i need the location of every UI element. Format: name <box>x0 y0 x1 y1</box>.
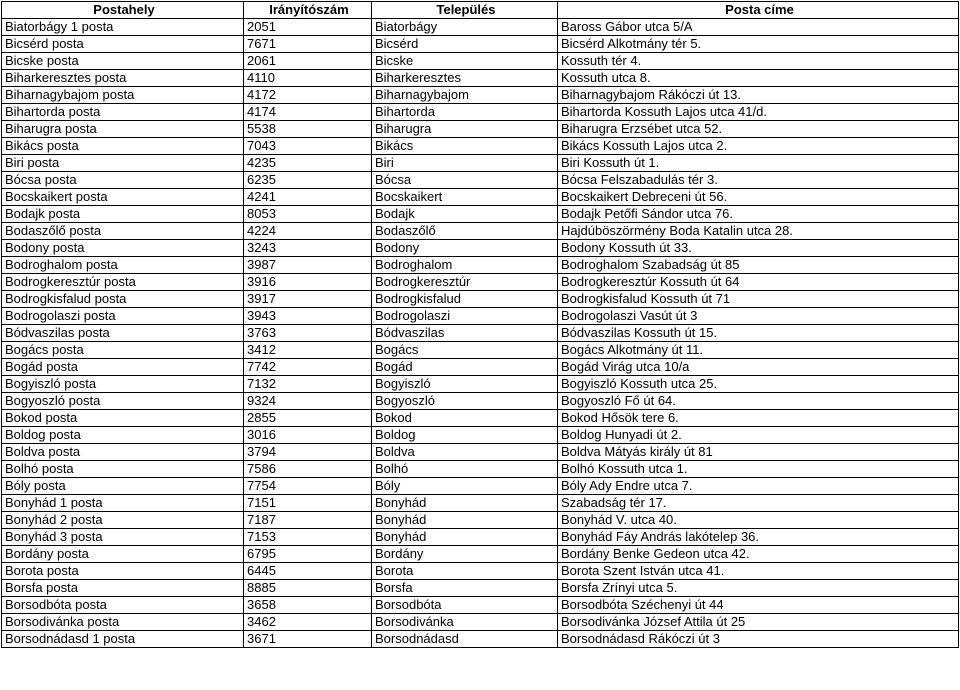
table-row <box>2 223 959 240</box>
cell-iranyitoszam: 7151 <box>244 495 372 512</box>
cell-telepules: Bogyoszló <box>372 393 558 410</box>
table-row <box>2 342 959 359</box>
cell-telepules: Bikács <box>372 138 558 155</box>
cell-posta-cime: Bolhó Kossuth utca 1. <box>558 461 959 478</box>
cell-iranyitoszam: 4174 <box>244 104 372 121</box>
table-row <box>2 138 959 155</box>
cell-posta-cime: Bonyhád Fáy András lakótelep 36. <box>558 529 959 546</box>
cell-posta-cime: Bihartorda Kossuth Lajos utca 41/d. <box>558 104 959 121</box>
cell-telepules: Biharkeresztes <box>372 70 558 87</box>
cell-posta-cime: Borsodivánka József Attila út 25 <box>558 614 959 631</box>
cell-telepules: Borsfa <box>372 580 558 597</box>
cell-telepules: Borsodnádasd <box>372 631 558 648</box>
cell-postahely: Bonyhád 1 posta <box>2 495 244 512</box>
cell-iranyitoszam: 3917 <box>244 291 372 308</box>
table-row <box>2 291 959 308</box>
cell-telepules: Bicske <box>372 53 558 70</box>
table-row <box>2 257 959 274</box>
cell-posta-cime: Bogyiszló Kossuth utca 25. <box>558 376 959 393</box>
cell-posta-cime: Borota Szent István utca 41. <box>558 563 959 580</box>
cell-postahely: Bonyhád 3 posta <box>2 529 244 546</box>
cell-telepules: Bóly <box>372 478 558 495</box>
cell-telepules: Biharnagybajom <box>372 87 558 104</box>
cell-postahely: Bogyoszló posta <box>2 393 244 410</box>
cell-posta-cime: Boldva Mátyás király út 81 <box>558 444 959 461</box>
cell-postahely: Bodaszőlő posta <box>2 223 244 240</box>
cell-postahely: Bogyiszló posta <box>2 376 244 393</box>
table-row <box>2 580 959 597</box>
cell-postahely: Bicske posta <box>2 53 244 70</box>
cell-telepules: Bódvaszilas <box>372 325 558 342</box>
cell-postahely: Bokod posta <box>2 410 244 427</box>
table-row <box>2 614 959 631</box>
header-iranyitoszam: Irányítószám <box>244 2 372 19</box>
cell-iranyitoszam: 7132 <box>244 376 372 393</box>
table-row <box>2 325 959 342</box>
table-row <box>2 478 959 495</box>
cell-iranyitoszam: 8053 <box>244 206 372 223</box>
cell-telepules: Bicsérd <box>372 36 558 53</box>
cell-postahely: Borota posta <box>2 563 244 580</box>
cell-iranyitoszam: 8885 <box>244 580 372 597</box>
cell-postahely: Bodajk posta <box>2 206 244 223</box>
header-telepules: Település <box>372 2 558 19</box>
cell-posta-cime: Bogád Virág utca 10/a <box>558 359 959 376</box>
cell-iranyitoszam: 3943 <box>244 308 372 325</box>
cell-postahely: Bonyhád 2 posta <box>2 512 244 529</box>
table-row <box>2 121 959 138</box>
cell-postahely: Bodroghalom posta <box>2 257 244 274</box>
table-row <box>2 461 959 478</box>
cell-posta-cime: Bordány Benke Gedeon utca 42. <box>558 546 959 563</box>
table-row <box>2 240 959 257</box>
cell-postahely: Biri posta <box>2 155 244 172</box>
cell-iranyitoszam: 7586 <box>244 461 372 478</box>
cell-posta-cime: Bodrogkisfalud Kossuth út 71 <box>558 291 959 308</box>
cell-posta-cime: Bocskaikert Debreceni út 56. <box>558 189 959 206</box>
cell-posta-cime: Bokod Hősök tere 6. <box>558 410 959 427</box>
cell-telepules: Bodony <box>372 240 558 257</box>
cell-iranyitoszam: 4110 <box>244 70 372 87</box>
cell-iranyitoszam: 3462 <box>244 614 372 631</box>
cell-iranyitoszam: 5538 <box>244 121 372 138</box>
cell-telepules: Bogád <box>372 359 558 376</box>
cell-posta-cime: Bonyhád V. utca 40. <box>558 512 959 529</box>
cell-iranyitoszam: 4241 <box>244 189 372 206</box>
cell-postahely: Bolhó posta <box>2 461 244 478</box>
header-postahely: Postahely <box>2 2 244 19</box>
cell-telepules: Bodajk <box>372 206 558 223</box>
cell-telepules: Boldva <box>372 444 558 461</box>
cell-telepules: Bogyiszló <box>372 376 558 393</box>
cell-posta-cime: Bicsérd Alkotmány tér 5. <box>558 36 959 53</box>
cell-posta-cime: Szabadság tér 17. <box>558 495 959 512</box>
cell-posta-cime: Borsodnádasd Rákóczi út 3 <box>558 631 959 648</box>
header-posta-cime: Posta címe <box>558 2 959 19</box>
cell-iranyitoszam: 7671 <box>244 36 372 53</box>
cell-postahely: Borsodnádasd 1 posta <box>2 631 244 648</box>
table-body <box>2 19 959 648</box>
cell-telepules: Borsodbóta <box>372 597 558 614</box>
table-row <box>2 597 959 614</box>
cell-telepules: Bodrogkisfalud <box>372 291 558 308</box>
table-row <box>2 206 959 223</box>
cell-telepules: Biharugra <box>372 121 558 138</box>
cell-telepules: Bodrogolaszi <box>372 308 558 325</box>
cell-telepules: Bihartorda <box>372 104 558 121</box>
cell-iranyitoszam: 6795 <box>244 546 372 563</box>
cell-telepules: Bocskaikert <box>372 189 558 206</box>
cell-iranyitoszam: 7187 <box>244 512 372 529</box>
cell-iranyitoszam: 4172 <box>244 87 372 104</box>
table-row <box>2 393 959 410</box>
cell-posta-cime: Boldog Hunyadi út 2. <box>558 427 959 444</box>
table-row <box>2 274 959 291</box>
cell-posta-cime: Kossuth tér 4. <box>558 53 959 70</box>
table-row <box>2 104 959 121</box>
cell-postahely: Bóly posta <box>2 478 244 495</box>
cell-postahely: Bogács posta <box>2 342 244 359</box>
cell-postahely: Biharnagybajom posta <box>2 87 244 104</box>
cell-posta-cime: Borsodbóta Széchenyi út 44 <box>558 597 959 614</box>
table-row <box>2 308 959 325</box>
cell-postahely: Bodony posta <box>2 240 244 257</box>
cell-posta-cime: Bóly Ady Endre utca 7. <box>558 478 959 495</box>
cell-iranyitoszam: 4235 <box>244 155 372 172</box>
table-row <box>2 359 959 376</box>
cell-posta-cime: Bodrogkeresztúr Kossuth út 64 <box>558 274 959 291</box>
cell-postahely: Bogád posta <box>2 359 244 376</box>
cell-postahely: Borsodbóta posta <box>2 597 244 614</box>
cell-posta-cime: Bodajk Petőfi Sándor utca 76. <box>558 206 959 223</box>
table-row <box>2 87 959 104</box>
table-row <box>2 19 959 36</box>
cell-iranyitoszam: 6235 <box>244 172 372 189</box>
cell-postahely: Bodrogkeresztúr posta <box>2 274 244 291</box>
cell-iranyitoszam: 3671 <box>244 631 372 648</box>
cell-iranyitoszam: 3243 <box>244 240 372 257</box>
cell-iranyitoszam: 4224 <box>244 223 372 240</box>
table-row <box>2 155 959 172</box>
cell-telepules: Bordány <box>372 546 558 563</box>
cell-telepules: Boldog <box>372 427 558 444</box>
cell-postahely: Bihartorda posta <box>2 104 244 121</box>
cell-iranyitoszam: 7153 <box>244 529 372 546</box>
cell-postahely: Bócsa posta <box>2 172 244 189</box>
table-row <box>2 495 959 512</box>
cell-iranyitoszam: 9324 <box>244 393 372 410</box>
cell-telepules: Bodroghalom <box>372 257 558 274</box>
cell-posta-cime: Bodroghalom Szabadság út 85 <box>558 257 959 274</box>
table-row <box>2 410 959 427</box>
table-row <box>2 70 959 87</box>
cell-postahely: Bikács posta <box>2 138 244 155</box>
cell-telepules: Bogács <box>372 342 558 359</box>
table-row <box>2 546 959 563</box>
cell-iranyitoszam: 2855 <box>244 410 372 427</box>
table-row <box>2 512 959 529</box>
cell-iranyitoszam: 2051 <box>244 19 372 36</box>
cell-postahely: Bódvaszilas posta <box>2 325 244 342</box>
table-row <box>2 36 959 53</box>
cell-postahely: Boldva posta <box>2 444 244 461</box>
cell-posta-cime: Borsfa Zrínyi utca 5. <box>558 580 959 597</box>
cell-iranyitoszam: 7043 <box>244 138 372 155</box>
table-row <box>2 376 959 393</box>
cell-iranyitoszam: 7742 <box>244 359 372 376</box>
cell-postahely: Bordány posta <box>2 546 244 563</box>
cell-telepules: Borota <box>372 563 558 580</box>
cell-posta-cime: Bogyoszló Fő út 64. <box>558 393 959 410</box>
cell-postahely: Biharugra posta <box>2 121 244 138</box>
cell-posta-cime: Kossuth utca 8. <box>558 70 959 87</box>
table-row <box>2 189 959 206</box>
cell-iranyitoszam: 2061 <box>244 53 372 70</box>
cell-postahely: Bodrogolaszi posta <box>2 308 244 325</box>
cell-posta-cime: Bócsa Felszabadulás tér 3. <box>558 172 959 189</box>
cell-posta-cime: Biharnagybajom Rákóczi út 13. <box>558 87 959 104</box>
cell-posta-cime: Bikács Kossuth Lajos utca 2. <box>558 138 959 155</box>
cell-iranyitoszam: 3016 <box>244 427 372 444</box>
cell-postahely: Borsfa posta <box>2 580 244 597</box>
table-row <box>2 444 959 461</box>
cell-postahely: Borsodivánka posta <box>2 614 244 631</box>
cell-postahely: Boldog posta <box>2 427 244 444</box>
cell-telepules: Bolhó <box>372 461 558 478</box>
post-office-table <box>1 1 959 648</box>
cell-posta-cime: Bodrogolaszi Vasút út 3 <box>558 308 959 325</box>
cell-telepules: Bodaszőlő <box>372 223 558 240</box>
cell-telepules: Borsodivánka <box>372 614 558 631</box>
cell-postahely: Bodrogkisfalud posta <box>2 291 244 308</box>
cell-posta-cime: Bogács Alkotmány út 11. <box>558 342 959 359</box>
cell-iranyitoszam: 3763 <box>244 325 372 342</box>
cell-telepules: Bokod <box>372 410 558 427</box>
table-row <box>2 529 959 546</box>
cell-telepules: Biri <box>372 155 558 172</box>
cell-posta-cime: Bódvaszilas Kossuth út 15. <box>558 325 959 342</box>
cell-postahely: Biatorbágy 1 posta <box>2 19 244 36</box>
cell-iranyitoszam: 7754 <box>244 478 372 495</box>
cell-postahely: Bocskaikert posta <box>2 189 244 206</box>
cell-posta-cime: Biharugra Erzsébet utca 52. <box>558 121 959 138</box>
cell-telepules: Bócsa <box>372 172 558 189</box>
cell-postahely: Biharkeresztes posta <box>2 70 244 87</box>
cell-iranyitoszam: 6445 <box>244 563 372 580</box>
table-row <box>2 172 959 189</box>
cell-telepules: Bonyhád <box>372 529 558 546</box>
cell-iranyitoszam: 3412 <box>244 342 372 359</box>
cell-posta-cime: Biri Kossuth út 1. <box>558 155 959 172</box>
table-row <box>2 631 959 648</box>
cell-iranyitoszam: 3916 <box>244 274 372 291</box>
cell-iranyitoszam: 3987 <box>244 257 372 274</box>
cell-telepules: Bonyhád <box>372 495 558 512</box>
cell-telepules: Biatorbágy <box>372 19 558 36</box>
table-row <box>2 427 959 444</box>
cell-posta-cime: Baross Gábor utca 5/A <box>558 19 959 36</box>
cell-iranyitoszam: 3794 <box>244 444 372 461</box>
table-row <box>2 53 959 70</box>
cell-posta-cime: Bodony Kossuth út 33. <box>558 240 959 257</box>
header-row <box>2 2 959 19</box>
cell-posta-cime: Hajdúböszörmény Boda Katalin utca 28. <box>558 223 959 240</box>
cell-postahely: Bicsérd posta <box>2 36 244 53</box>
table-row <box>2 563 959 580</box>
cell-telepules: Bonyhád <box>372 512 558 529</box>
cell-telepules: Bodrogkeresztúr <box>372 274 558 291</box>
cell-iranyitoszam: 3658 <box>244 597 372 614</box>
